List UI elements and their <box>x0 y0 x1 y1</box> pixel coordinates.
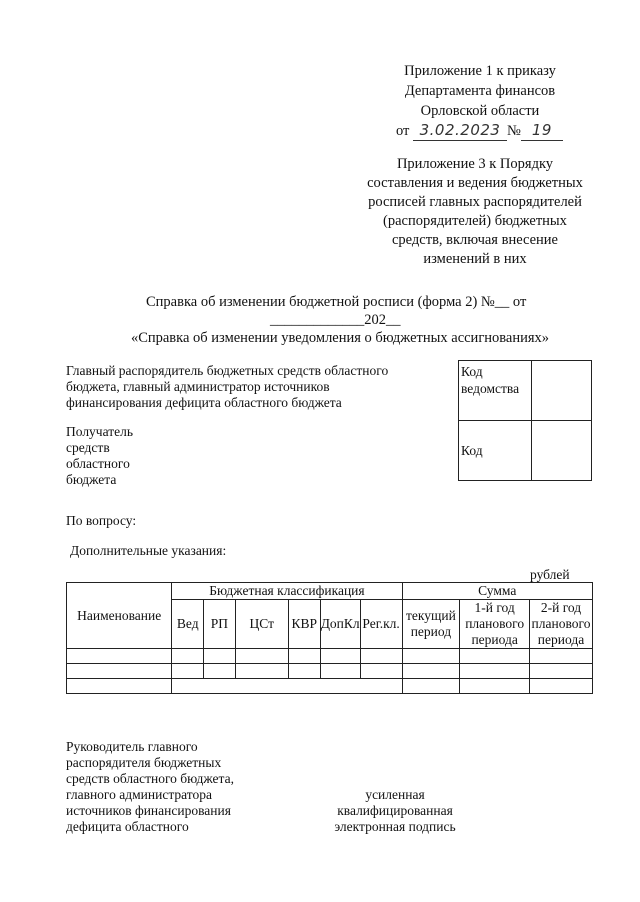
col-regkl: Рег.кл. <box>360 600 402 649</box>
code-department-line1: Код <box>461 364 483 379</box>
code-department-value[interactable] <box>532 361 592 421</box>
table-row <box>67 664 593 679</box>
recipient-line1: Получатель <box>66 424 134 439</box>
main-distributor-line1: Главный распорядитель бюджетных средств областного <box>66 363 389 378</box>
code-department-line2: ведомства <box>461 381 520 396</box>
esign-line2: квалифицированная <box>337 803 453 818</box>
appendix3-line1: Приложение 3 к Порядку <box>396 156 554 172</box>
head-signature-label <box>66 739 234 835</box>
unit-label: рублей <box>530 567 570 582</box>
esign-line3: электронная подпись <box>334 819 456 834</box>
col-first-year <box>460 600 530 649</box>
esign-label <box>320 787 470 835</box>
appendix1-line2: Департамента финансов <box>404 83 556 99</box>
table-cell[interactable] <box>320 649 360 664</box>
additional-instructions-label: Дополнительные указания: <box>70 543 227 558</box>
head-line2: распорядителя бюджетных <box>66 755 222 770</box>
col-rp: РП <box>204 600 236 649</box>
main-distributor-line3: финансирования дефицита областного бюджета <box>66 395 342 410</box>
table-cell[interactable] <box>360 664 402 679</box>
first-year-line2: планового <box>465 616 525 631</box>
appendix3-line4: (распорядителей) бюджетных <box>383 213 567 229</box>
appendix1-line1: Приложение 1 к приказу <box>404 63 556 79</box>
appendix3-line3: росписей главных распорядителей <box>368 194 582 210</box>
recipient-line4: бюджета <box>66 472 117 487</box>
appendix3-line2: составления и ведения бюджетных <box>367 175 583 191</box>
table-cell[interactable] <box>235 649 288 664</box>
recipient-line2: средств <box>66 440 110 455</box>
first-year-line1: 1-й год <box>474 600 515 615</box>
col-kvr: КВР <box>288 600 320 649</box>
table-cell[interactable] <box>67 679 172 694</box>
recipient-line3: областного <box>66 456 130 471</box>
table-cell[interactable] <box>402 649 460 664</box>
second-year-line2: планового <box>531 616 591 631</box>
table-cell[interactable] <box>460 649 530 664</box>
title-line3: «Справка об изменении уведомления о бюджетных ассигнованиях» <box>130 330 550 346</box>
current-period-line1: текущий <box>405 608 456 623</box>
second-year-line1: 2-й год <box>540 600 582 615</box>
recipient-label <box>66 424 133 488</box>
order-date-line <box>396 121 563 141</box>
number-handwritten: 19 <box>521 121 563 141</box>
title-line1: Справка об изменении бюджетной росписи (форма 2) №__ от <box>146 294 527 310</box>
sum-header: Сумма <box>402 583 592 600</box>
head-line3: средств областного бюджета, <box>66 771 234 786</box>
col-dopkl: ДопКл <box>320 600 360 649</box>
title-line2: _____________202__ <box>270 312 401 328</box>
table-cell[interactable] <box>67 649 172 664</box>
code-value[interactable] <box>532 421 592 481</box>
col-second-year <box>530 600 593 649</box>
code-label: Код <box>459 421 532 481</box>
main-distributor-label <box>66 363 388 411</box>
table-cell[interactable] <box>204 649 236 664</box>
number-label: № <box>507 123 521 139</box>
table-row <box>67 679 593 694</box>
head-line6: дефицита областного <box>66 819 189 834</box>
head-line1: Руководитель главного <box>66 739 198 754</box>
from-label: от <box>396 123 410 139</box>
table-cell[interactable] <box>530 679 593 694</box>
table-cell[interactable] <box>530 649 593 664</box>
table-cell[interactable] <box>402 664 460 679</box>
table-cell[interactable] <box>460 679 530 694</box>
table-cell[interactable] <box>288 664 320 679</box>
main-distributor-line2: бюджета, главный администратор источников <box>66 379 330 394</box>
table-cell[interactable] <box>402 679 460 694</box>
col-tsst: ЦСт <box>235 600 288 649</box>
appendix3-line5: средств, включая внесение <box>391 232 558 248</box>
head-line5: источников финансирования <box>66 803 231 818</box>
classification-header: Бюджетная классификация <box>172 583 402 600</box>
table-cell[interactable] <box>530 664 593 679</box>
second-year-line3: периода <box>537 632 585 647</box>
head-line4: главного администратора <box>66 787 212 802</box>
esign-line1: усиленная <box>365 787 425 802</box>
code-department-label <box>459 361 532 421</box>
table-cell[interactable] <box>360 649 402 664</box>
budget-table <box>66 582 593 694</box>
current-period-line2: период <box>410 624 452 639</box>
date-handwritten: 3.02.2023 <box>413 121 507 141</box>
appendix3-line6: изменений в них <box>423 251 527 267</box>
first-year-line3: периода <box>471 632 518 647</box>
code-box <box>458 360 592 481</box>
table-cell[interactable] <box>172 679 402 694</box>
table-cell[interactable] <box>288 649 320 664</box>
table-cell[interactable] <box>235 664 288 679</box>
name-header: Наименование <box>67 583 172 649</box>
table-cell[interactable] <box>172 649 204 664</box>
table-cell[interactable] <box>460 664 530 679</box>
table-cell[interactable] <box>204 664 236 679</box>
col-ved: Вед <box>172 600 204 649</box>
table-cell[interactable] <box>67 664 172 679</box>
table-cell[interactable] <box>172 664 204 679</box>
table-row <box>67 649 593 664</box>
appendix1-line3: Орловской области <box>420 103 540 119</box>
on-question-label: По вопросу: <box>66 513 137 528</box>
table-cell[interactable] <box>320 664 360 679</box>
col-current-period <box>402 600 460 649</box>
